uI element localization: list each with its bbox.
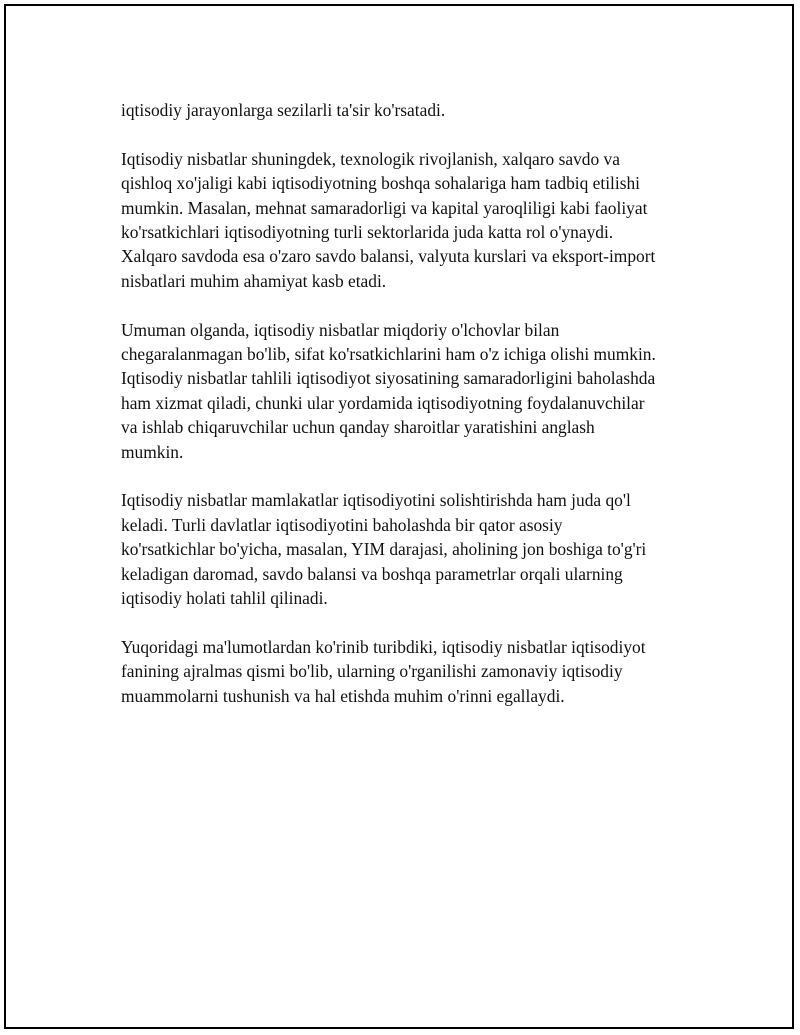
paragraph-3 (121, 318, 696, 464)
paragraph-2 (121, 147, 696, 293)
text-line: ko'rsatkichlar bo'yicha, masalan, YIM darajasi, aholining jon boshiga to'g'ri (121, 539, 647, 560)
text-line: ham xizmat qiladi, chunki ular yordamida iqtisodiyotning foydalanuvchilar (121, 392, 645, 413)
text-line: Umuman olganda, iqtisodiy nisbatlar miqdoriy o'lchovlar bilan (121, 319, 560, 340)
text-line: muammolarni tushunish va hal etishda muhim o'rinni egallaydi. (121, 685, 565, 706)
text-line: chegaralanmagan bo'lib, sifat ko'rsatkichlarini ham o'z ichiga olishi mumkin. (121, 344, 656, 365)
text-line: Iqtisodiy nisbatlar tahlili iqtisodiyot siyosatining samaradorligini baholashda (121, 368, 656, 389)
text-line: Iqtisodiy nisbatlar shuningdek, texnologik rivojlanish, xalqaro savdo va (121, 148, 620, 169)
text-line: iqtisodiy holati tahlil qilinadi. (121, 588, 328, 609)
text-line: iqtisodiy jarayonlarga sezilarli ta'sir ko'rsatadi. (121, 100, 446, 120)
paragraph-5 (121, 635, 696, 708)
text-line: keladi. Turli davlatlar iqtisodiyotini baholashda bir qator asosiy (121, 514, 563, 535)
paragraph-4 (121, 488, 696, 610)
text-line: ko'rsatkichlari iqtisodiyotning turli sektorlarida juda katta rol o'ynaydi. (121, 222, 614, 243)
document-body (121, 98, 696, 732)
text-line: va ishlab chiqaruvchilar uchun qanday sharoitlar yaratishini anglash (121, 417, 595, 438)
text-line: fanining ajralmas qismi bo'lib, ularning o'rganilishi zamonaviy iqtisodiy (121, 661, 623, 682)
text-line: Yuqoridagi ma'lumotlardan ko'rinib turibdiki, iqtisodiy nisbatlar iqtisodiyot (121, 636, 646, 657)
text-line: Iqtisodiy nisbatlar mamlakatlar iqtisodiyotini solishtirishda ham juda qo'l (121, 490, 631, 511)
text-line: qishloq xo'jaligi kabi iqtisodiyotning boshqa sohalariga ham tadbiq etilishi (121, 173, 641, 194)
text-line: mumkin. (121, 441, 184, 462)
text-line: nisbatlari muhim ahamiyat kasb etadi. (121, 270, 387, 291)
text-line: mumkin. Masalan, mehnat samaradorligi va kapital yaroqliligi kabi faoliyat (121, 197, 648, 218)
text-line: keladigan daromad, savdo balansi va boshqa parametrlar orqali ularning (121, 563, 623, 584)
paragraph-1 (121, 98, 696, 122)
text-line: Xalqaro savdoda esa o'zaro savdo balansi, valyuta kurslari va eksport-import (121, 246, 656, 267)
document-page (4, 4, 794, 1029)
